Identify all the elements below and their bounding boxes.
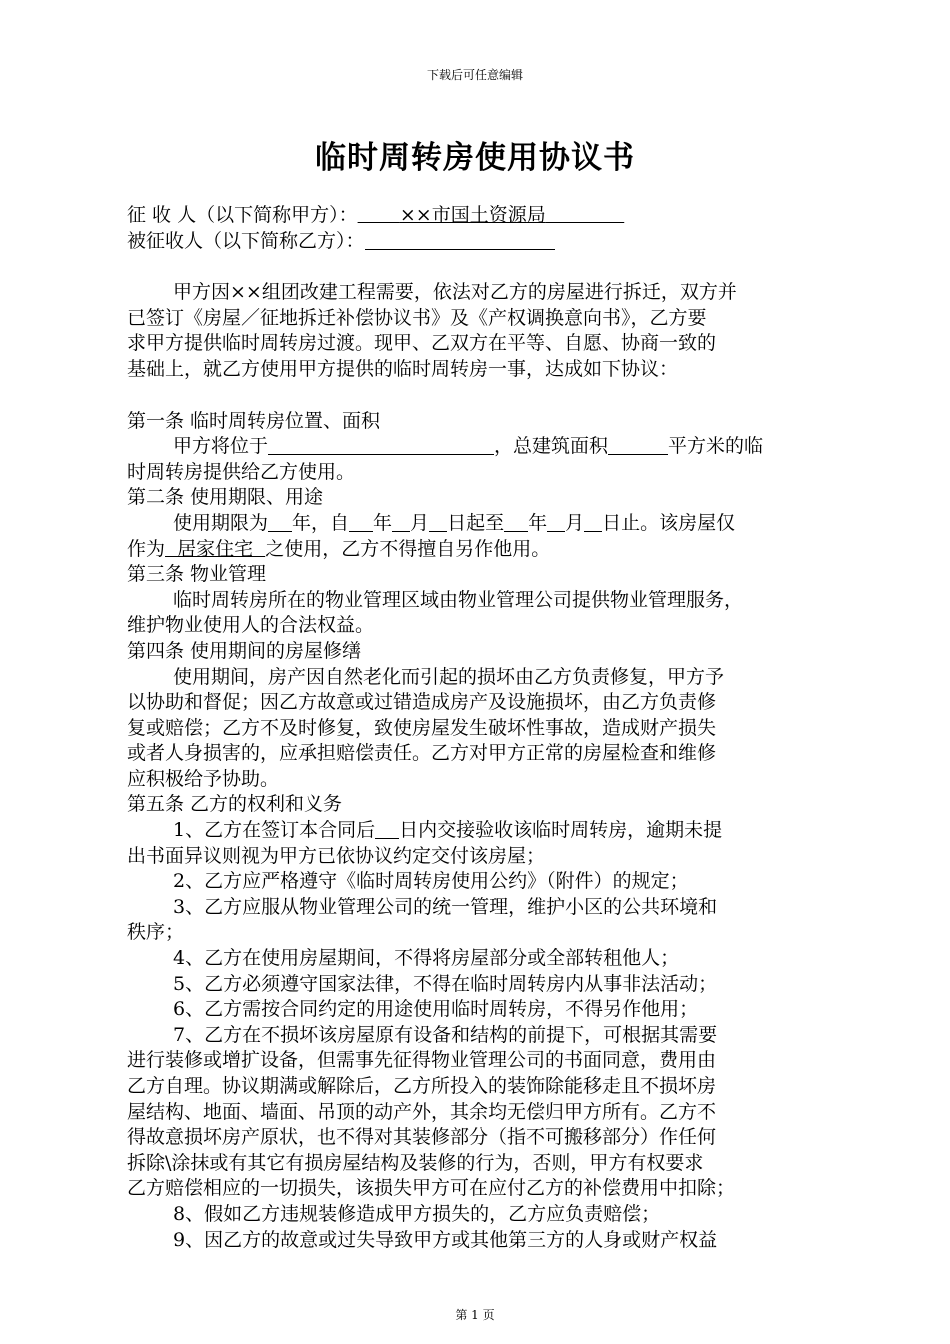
article-5-item-3: 3、乙方应服从物业管理公司的统一管理，维护小区的公共环境和 [173,895,718,918]
article-5-item-7: 乙方自理。协议期满或解除后，乙方所投入的装饰除能移走且不损坏房 [127,1075,717,1097]
document-body [127,203,827,1253]
article-1-heading: 第一条 临时周转房位置、面积 [127,409,381,432]
article-5-item-7: 进行装修或增扩设备，但需事先征得物业管理公司的书面同意，费用由 [127,1049,717,1072]
header-note: 下载后可任意编辑 [426,68,523,82]
location-blank [268,435,494,455]
article-5-item-1: 出书面异议则视为甲方已依协议约定交付该房屋； [127,844,546,867]
article-4-text: 使用期间，房产因自然老化而引起的损坏由乙方负责修复，甲方予 [173,665,725,688]
party-b-blank [365,230,555,250]
document-title: 临时周转房使用协议书 [315,140,635,176]
article-5-item-7: 拆除\涂抹或有其它有损房屋结构及装修的行为，否则，甲方有权要求 [127,1151,704,1174]
party-b-line [127,229,827,255]
article-1-text: 时周转房提供给乙方使用。 [127,460,356,483]
intro-line: 甲方因××组团改建工程需要，依法对乙方的房屋进行拆迁，双方并 [173,281,737,304]
intro-line: 求甲方提供临时周转房过渡。现甲、乙双方在平等、自愿、协商一致的 [127,332,717,355]
days-blank [375,819,399,839]
article-4-text: 或者人身损害的，应承担赔偿责任。乙方对甲方正常的房屋检查和维修 [127,742,717,765]
article-3-heading: 第三条 物业管理 [127,563,267,586]
article-5-item-7: 乙方赔偿相应的一切损失，该损失甲方可在应付乙方的补偿费用中扣除； [127,1177,736,1200]
text-fragment: 月 [565,511,585,534]
intro-line: 已签订《房屋／征地拆迁补偿协议书》及《产权调换意向书》，乙方要 [127,306,707,329]
intro-line: 基础上，就乙方使用甲方提供的临时周转房一事，达成如下协议： [127,357,679,380]
article-5-item-1 [127,818,827,844]
text-fragment: 之使用，乙方不得擅自另作他用。 [265,537,551,560]
start-day-blank [429,512,447,532]
article-1-text [127,434,827,460]
text-fragment: 1、乙方在签订本合同后 [173,819,376,842]
article-5-item-3: 秩序； [127,921,185,944]
party-b-label: 被征收人（以下简称乙方）： [127,229,365,252]
years-blank [268,512,292,532]
text-fragment: 作为 [127,537,166,560]
article-5-item-7: 7、乙方在不损坏该房屋原有设备和结构的前提下，可根据其需要 [173,1023,718,1046]
article-4-heading: 第四条 使用期间的房屋修缮 [127,639,362,662]
text-fragment: 年，自 [292,511,350,534]
text-fragment: 使用期限为 [173,511,269,534]
article-3-text: 维护物业使用人的合法权益。 [127,614,375,637]
article-2-text [127,511,827,537]
article-2-text [127,537,827,563]
area-blank [608,435,668,455]
article-5-item-7: 得故意损坏房产原状，也不得对其装修部分（指不可搬移部分）作任何 [127,1126,717,1149]
article-5-item-5: 5、乙方必须遵守国家法律，不得在临时周转房内从事非法活动； [173,972,718,995]
text-fragment: 月 [410,511,430,534]
text-fragment: 日止。该房屋仅 [602,511,736,534]
start-month-blank [392,512,410,532]
text-fragment: 平方米的临 [668,435,764,458]
article-4-text: 以协助和督促；因乙方故意或过错造成房产及设施损坏，由乙方负责修 [127,691,717,714]
article-3-text: 临时周转房所在的物业管理区域由物业管理公司提供物业管理服务， [173,588,744,611]
text-fragment: 年 [528,511,548,534]
article-2-heading: 第二条 使用期限、用途 [127,486,324,509]
page-number: 第 1 页 [455,1308,495,1322]
article-5-item-4: 4、乙方在使用房屋期间，不得将房屋部分或全部转租他人； [173,947,680,970]
party-a-line [127,203,827,229]
end-year-blank [504,512,528,532]
text-fragment: 日内交接验收该临时周转房，逾期未提 [399,819,723,842]
article-5-item-7: 屋结构、地面、墙面、吊顶的动产外，其余均无偿归甲方所有。乙方不 [127,1100,717,1123]
use-value: 居家住宅 [165,537,266,560]
article-5-item-8: 8、假如乙方违规装修造成甲方损失的，乙方应负责赔偿； [173,1202,661,1225]
start-year-blank [349,512,373,532]
text-fragment: 甲方将位于 [173,435,269,458]
text-fragment: 年 [373,511,393,534]
text-fragment: 日起至 [447,511,505,534]
article-5-item-9: 9、因乙方的故意或过失导致甲方或其他第三方的人身或财产权益 [173,1228,718,1251]
party-a-label: 征 收 人（以下简称甲方）： [127,204,358,226]
text-fragment: ，总建筑面积 [494,435,609,458]
article-5-item-6: 6、乙方需按合同约定的用途使用临时周转房，不得另作他用； [173,998,699,1021]
article-4-text: 应积极给予协助。 [127,767,280,790]
end-month-blank [547,512,565,532]
article-5-item-2: 2、乙方应严格遵守《临时周转房使用公约》（附件）的规定； [173,870,689,893]
end-day-blank [584,512,602,532]
article-5-heading: 第五条 乙方的权利和义务 [127,793,343,816]
party-a-value: ××市国土资源局 [399,204,546,226]
article-4-text: 复或赔偿；乙方不及时修复，致使房屋发生破坏性事故，造成财产损失 [127,716,717,739]
